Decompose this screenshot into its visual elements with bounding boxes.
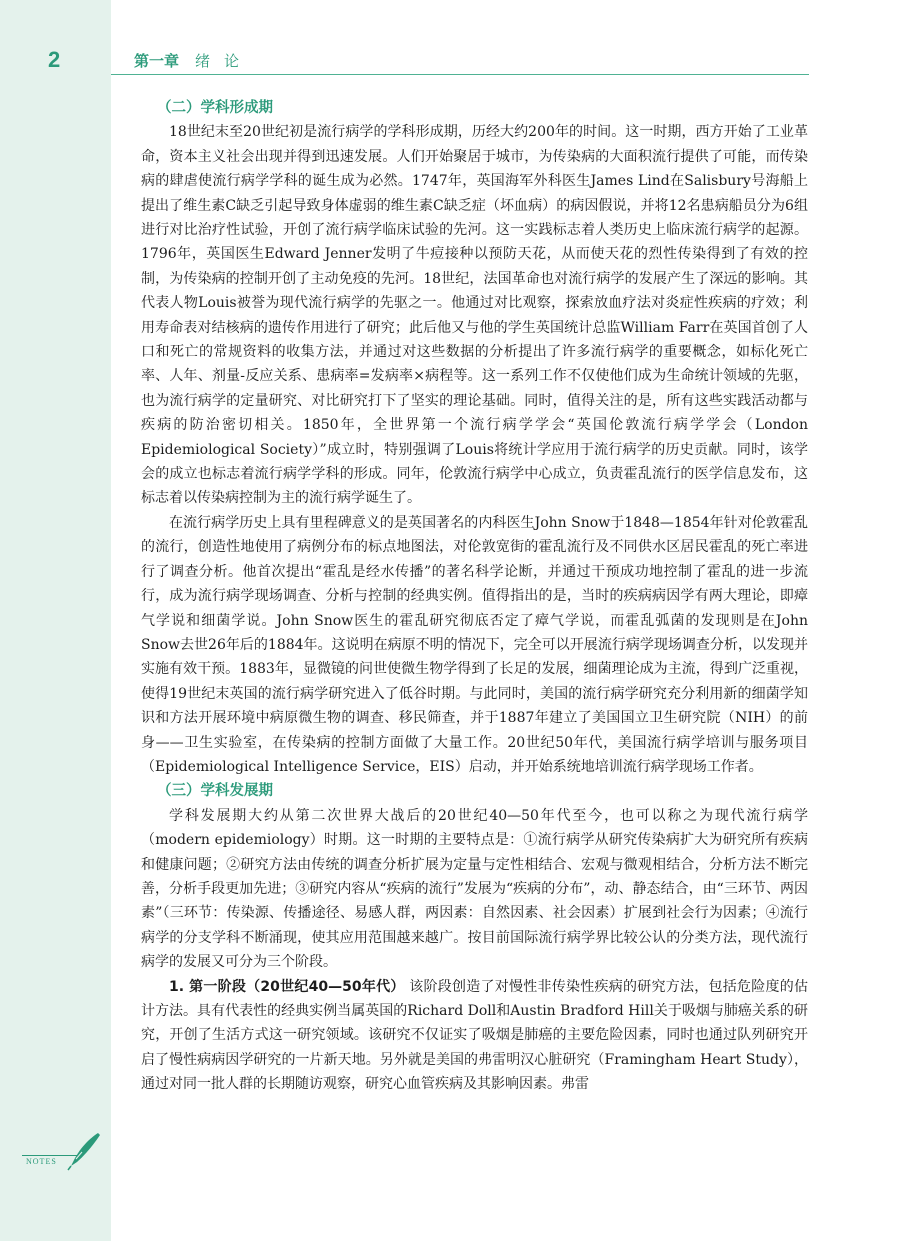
pen-icon	[62, 1130, 104, 1172]
paragraph-formation-1: 18世纪末至20世纪初是流行病学的学科形成期，历经大约200年的时间。这一时期，西方开始了工业革命，资本主义社会出现并得到迅速发展。人们开始聚居于城市，为传染病的大面积流行提供了可能，而传染病的肆虐使流行病学学科的诞生成为必然。1747年，英国海军外科医生James Lind在Salisbury号海船上提出了维生素C缺乏引起导致身体虚弱的维生素C缺乏症（坏血病）的病因假说，并将12名患病船员分为6组进行对比治疗性试验，开创了流行病学临床试验的先河。这一实践标志着人类历史上临床流行病学的起源。1796年，英国医生Edward Jenner发明了牛痘接种以预防天花，从而使天花的烈性传染得到了有效的控制，为传染病的控制开创了主动免疫的先河。18世纪，法国革命也对流行病学的发展产生了深远的影响。其代表人物Louis被誉为现代流行病学的先驱之一。他通过对比观察，探索放血疗法对炎症性疾病的疗效；利用寿命表对结核病的遗传作用进行了研究；此后他又与他的学生英国统计总监William Farr在英国首创了人口和死亡的常规资料的收集方法，并通过对这些数据的分析提出了许多流行病学的重要概念，如标化死亡率、人年、剂量-反应关系、患病率=发病率×病程等。这一系列工作不仅使他们成为生命统计领域的先驱，也为流行病学的定量研究、对比研究打下了坚实的理论基础。同时，值得关注的是，所有这些实践活动都与疾病的防治密切相关。1850年，全世界第一个流行病学学会“英国伦敦流行病学学会（London Epidemiological Society）”成立时，特别强调了Louis将统计学应用于流行病学的历史贡献。同时，该学会的成立也标志着流行病学学科的形成。同年，伦敦流行病学中心成立，负责霍乱流行的医学信息发布，这标志着以传染病控制为主的流行病学诞生了。	[141, 124, 808, 507]
paragraph-stage-1	[141, 975, 808, 1097]
margin-strip	[0, 0, 111, 1241]
body-text	[141, 96, 808, 1097]
stage-1-lead: 1. 第一阶段（20世纪40—50年代）	[169, 978, 405, 995]
paragraph-formation-2: 在流行病学历史上具有里程碑意义的是英国著名的内科医生John Snow于1848—1854年针对伦敦霍乱的流行，创造性地使用了病例分布的标点地图法，对伦敦宽街的霍乱流行及不同供水区居民霍乱的死亡率进行了调查分析。他首次提出“霍乱是经水传播”的著名科学论断，并通过干预成功地控制了霍乱的进一步流行，成为流行病学现场调查、分析与控制的经典实例。值得指出的是，当时的疾病病因学有两大理论，即瘴气学说和细菌学说。John Snow医生的霍乱研究彻底否定了瘴气学说，而霍乱弧菌的发现则是在John Snow去世26年后的1884年。这说明在病原不明的情况下，完全可以开展流行病学现场调查分析，以发现并实施有效干预。1883年，显微镜的问世使微生物学得到了长足的发展，细菌理论成为主流，得到广泛重视，使得19世纪末英国的流行病学研究进入了低谷时期。与此同时，美国的流行病学研究充分利用新的细菌学知识和方法开展环境中病原微生物的调查、移民筛查，并于1887年建立了美国国立卫生研究院（NIH）的前身——卫生实验室，在传染病的控制方面做了大量工作。20世纪50年代，美国流行病学培训与服务项目（Epidemiological Intelligence Service，EIS）启动，并开始系统地培训流行病学现场工作者。	[141, 514, 808, 775]
section-heading-development: （三）学科发展期	[157, 783, 273, 800]
running-header	[134, 50, 253, 71]
notes-mark	[22, 1130, 102, 1174]
paragraph-development-1: 学科发展期大约从第二次世界大战后的20世纪40—50年代至今，也可以称之为现代流行病学（modern epidemiology）时期。这一时期的主要特点是：①流行病学从研究传染病扩大为研究所有疾病和健康问题；②研究方法由传统的调查分析扩展为定量与定性相结合、宏观与微观相结合，分析方法不断完善，分析手段更加先进；③研究内容从“疾病的流行”发展为“疾病的分布”，动、静态结合，由“三环节、两因素”（三环节：传染源、传播途径、易感人群，两因素：自然因素、社会因素）扩展到社会行为因素；④流行病学的分支学科不断涌现，使其应用范围越来越广。按目前国际流行病学界比较公认的分类方法，现代流行病学的发展又可分为三个阶段。	[141, 807, 808, 971]
section-heading-formation: （二）学科形成期	[157, 100, 273, 116]
stage-1-text: 该阶段创造了对慢性非传染性疾病的研究方法，包括危险度的估计方法。具有代表性的经典实例当属英国的Richard Doll和Austin Bradford Hill关于吸烟与肺癌关系的研究，开创了生活方式这一研究领域。该研究不仅证实了吸烟是肺癌的主要危险因素，同时也通过队列研究开启了慢性病病因学研究的一片新天地。另外就是美国的弗雷明汉心脏研究（Framingham Heart Study），通过对同一批人群的长期随访观察，研究心血管疾病及其影响因素。弗雷	[141, 978, 808, 1093]
page-number: 2	[48, 47, 61, 72]
chapter-number: 第一章	[134, 52, 180, 70]
chapter-title: 绪论	[195, 52, 254, 70]
header-rule	[111, 74, 809, 75]
notes-label: NOTES	[26, 1157, 57, 1166]
